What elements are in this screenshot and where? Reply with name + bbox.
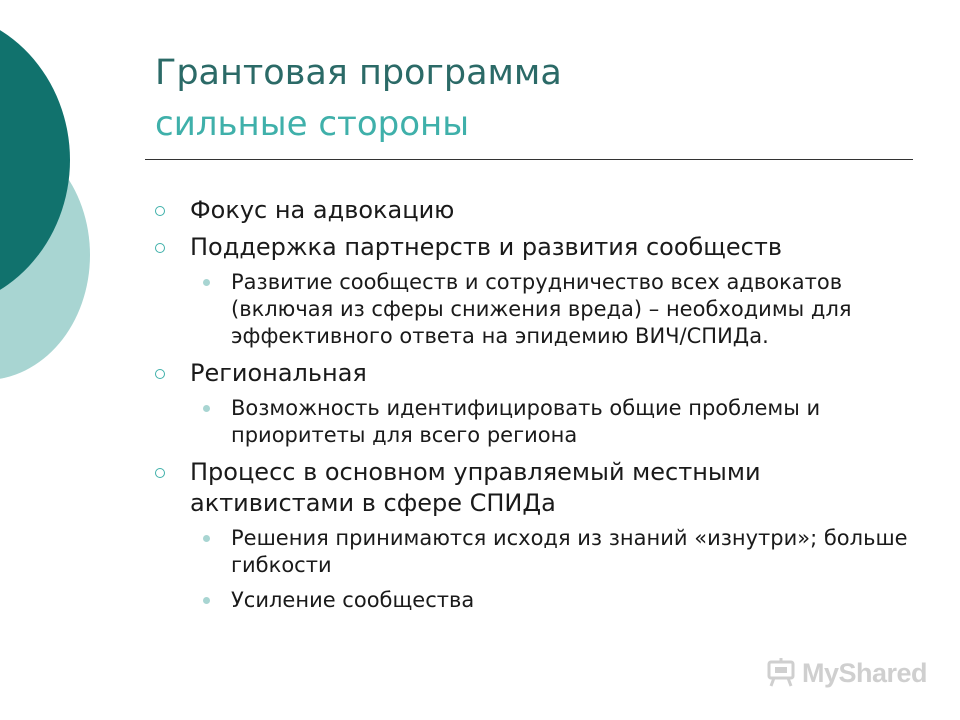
- sub-bullet-community-development: [155, 269, 915, 350]
- bullet-focus-advocacy: [155, 195, 915, 226]
- bullet-partnership-support: [155, 232, 915, 263]
- dot-bullet-icon: [203, 597, 210, 604]
- sub-bullet-text: Возможность идентифицировать общие проблемы и приоритеты для всего региона: [231, 396, 821, 447]
- sub-bullet-community-strengthening: [155, 587, 915, 614]
- sub-bullet-text: Развитие сообществ и сотрудничество всех адвокатов (включая из сферы снижения вреда) – необходимы для эффективного ответа на эпидемию ВИЧ/СПИДа.: [231, 270, 852, 348]
- bullet-text: Процесс в основном управляемый местными активистами в сфере СПИДа: [190, 458, 761, 517]
- sub-bullet-identify-problems: [155, 395, 915, 449]
- dot-bullet-icon: [203, 279, 210, 286]
- title-divider: [145, 159, 913, 160]
- sub-bullet-text: Усиление сообщества: [231, 588, 475, 612]
- bullet-text: Региональная: [190, 359, 367, 387]
- slide-content: [155, 195, 915, 622]
- dot-bullet-icon: [203, 535, 210, 542]
- ring-bullet-icon: [155, 369, 165, 379]
- watermark-text: MyShared: [802, 657, 928, 688]
- watermark-logo: [766, 655, 927, 691]
- bullet-regional: [155, 358, 915, 389]
- slide-subtitle: сильные стороны: [155, 104, 470, 144]
- bullet-text: Поддержка партнерств и развития сообществ: [190, 233, 782, 261]
- bullet-activist-led-process: [155, 457, 915, 519]
- ring-bullet-icon: [155, 468, 165, 478]
- bullet-text: Фокус на адвокацию: [190, 196, 455, 224]
- presentation-board-icon: [766, 658, 796, 688]
- ring-bullet-icon: [155, 243, 165, 253]
- dot-bullet-icon: [203, 405, 210, 412]
- sub-bullet-inside-knowledge: [155, 525, 915, 579]
- slide-title: Грантовая программа: [155, 53, 562, 93]
- ring-bullet-icon: [155, 206, 165, 216]
- sub-bullet-text: Решения принимаются исходя из знаний «изнутри»; больше гибкости: [231, 526, 908, 577]
